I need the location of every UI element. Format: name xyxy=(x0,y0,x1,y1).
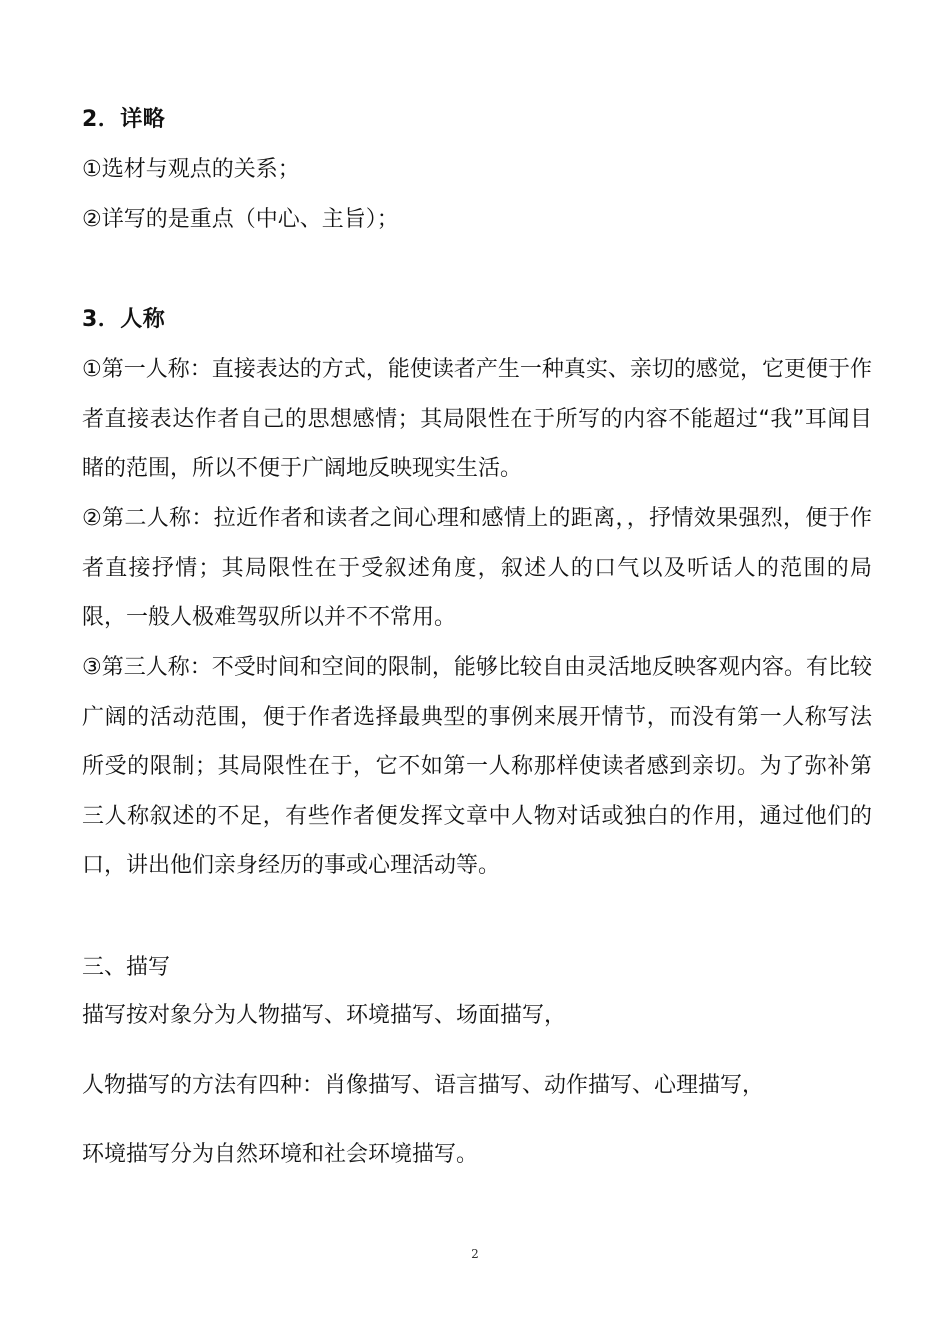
description-line-3: 环境描写分为自然环境和社会环境描写。 xyxy=(82,1142,479,1167)
detail-item-1: ①选材与观点的关系； xyxy=(82,157,300,182)
section-heading-person: 3．人称 xyxy=(82,307,166,332)
page-number: 2 xyxy=(471,1247,479,1261)
section-heading-description: 三、描写 xyxy=(82,955,171,980)
person-first-paragraph: ①第一人称：直接表达的方式，能使读者产生一种真实、亲切的感觉，它更便于作者直接表达作者自己的思想感情；其局限性在于所写的内容不能超过“我”耳闻目睹的范围，所以不便于广阔地反映现实生活。 xyxy=(82,357,872,481)
description-line-2: 人物描写的方法有四种：肖像描写、语言描写、动作描写、心理描写， xyxy=(82,1073,765,1098)
person-third-paragraph: ③第三人称：不受时间和空间的限制，能够比较自由灵活地反映客观内容。有比较广阔的活动范围，便于作者选择最典型的事例来展开情节，而没有第一人称写法所受的限制；其局限性在于，它不如第一人称那样使读者感到亲切。为了弥补第三人称叙述的不足，有些作者便发挥文章中人物对话或独白的作用，通过他们的口，讲出他们亲身经历的事或心理活动等。 xyxy=(82,655,872,878)
section-heading-detail: 2．详略 xyxy=(82,107,166,132)
detail-item-2: ②详写的是重点（中心、主旨）； xyxy=(82,207,399,232)
person-second-paragraph: ②第二人称：拉近作者和读者之间心理和感情上的距离，，抒情效果强烈，便于作者直接抒情；其局限性在于受叙述角度，叙述人的口气以及听话人的范围的局限，一般人极难驾驭所以并不不常用。 xyxy=(82,506,872,630)
description-line-1: 描写按对象分为人物描写、环境描写、场面描写， xyxy=(82,1003,567,1028)
